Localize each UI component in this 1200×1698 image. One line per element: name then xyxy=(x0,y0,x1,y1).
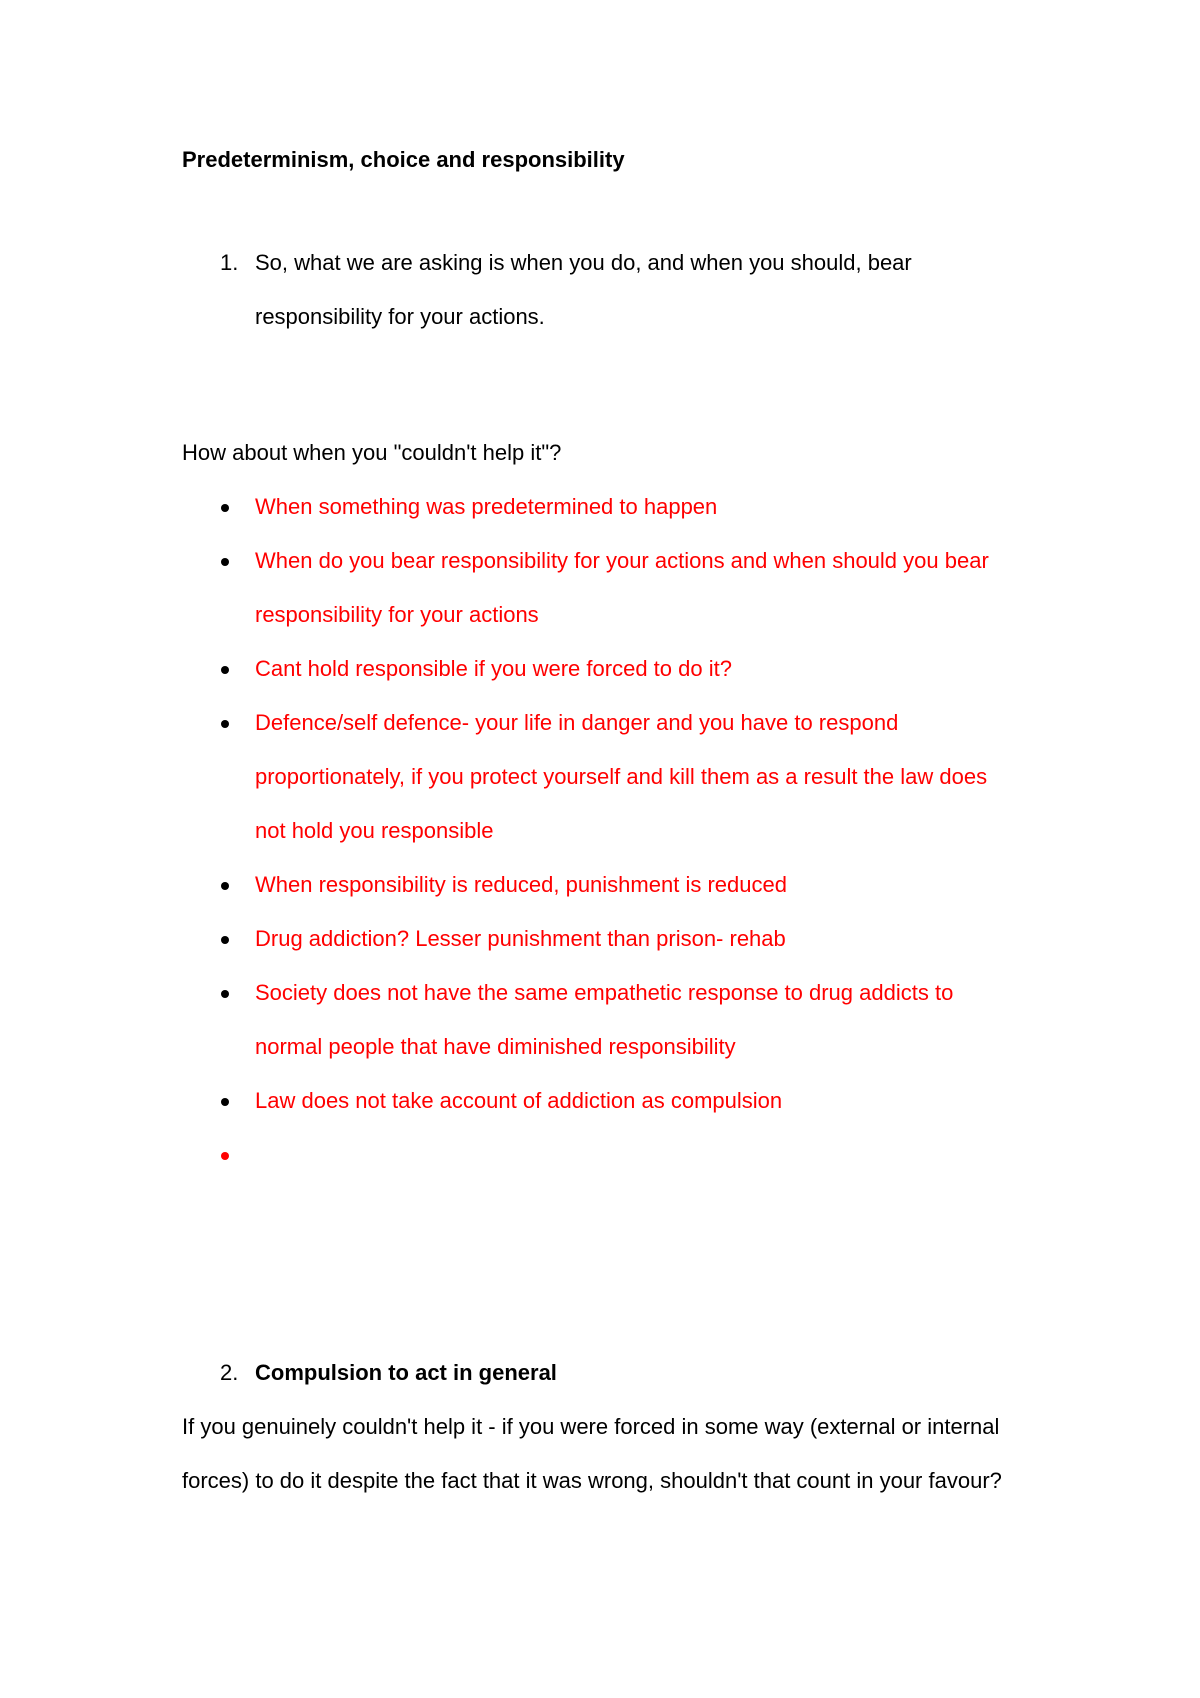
list-item xyxy=(182,534,1022,642)
list-item-text: Law does not take account of addiction as compulsion xyxy=(255,1088,783,1113)
list-item xyxy=(182,696,1022,858)
numbered-item-2 xyxy=(182,1346,1022,1400)
item-text: So, what we are asking is when you do, and when you should, bear responsibility for your actions. xyxy=(255,250,912,329)
item-number: 1. xyxy=(220,250,239,275)
section-heading: Compulsion to act in general xyxy=(255,1360,557,1385)
list-item xyxy=(182,858,1022,912)
list-item-text: Society does not have the same empathetic response to drug addicts to normal people that have diminished responsibility xyxy=(255,980,954,1059)
list-item xyxy=(182,480,1022,534)
bullet-icon xyxy=(221,882,229,890)
item-number: 2. xyxy=(220,1360,239,1385)
document-page xyxy=(182,130,1022,1508)
body-paragraph: If you genuinely couldn't help it - if you were forced in some way (external or internal forces) to do it despite the fact that it was wrong, shouldn't that count in your favour? xyxy=(182,1414,1002,1493)
numbered-item-1 xyxy=(182,236,1022,344)
list-item-text: When do you bear responsibility for your actions and when should you bear responsibility for your actions xyxy=(255,548,989,627)
list-item-text: Defence/self defence- your life in danger and you have to respond proportionately, if you protect yourself and kill them as a result the law does not hold you responsible xyxy=(255,710,988,843)
bullet-icon xyxy=(221,720,229,728)
list-item-text: Cant hold responsible if you were forced to do it? xyxy=(255,656,732,681)
list-item xyxy=(182,642,1022,696)
bullet-icon xyxy=(221,936,229,944)
bullet-icon xyxy=(221,1152,229,1160)
list-item-text: When responsibility is reduced, punishment is reduced xyxy=(255,872,787,897)
list-item-text: Drug addiction? Lesser punishment than prison- rehab xyxy=(255,926,786,951)
list-item xyxy=(182,1128,1022,1182)
list-item xyxy=(182,1074,1022,1128)
bullet-icon xyxy=(221,990,229,998)
question-line: How about when you "couldn't help it"? xyxy=(182,440,562,465)
bullet-icon xyxy=(221,558,229,566)
list-item xyxy=(182,912,1022,966)
bullet-icon xyxy=(221,1098,229,1106)
list-item-text: When something was predetermined to happen xyxy=(255,494,718,519)
bullet-list xyxy=(182,480,1022,1182)
bullet-icon xyxy=(221,504,229,512)
list-item xyxy=(182,966,1022,1074)
bullet-icon xyxy=(221,666,229,674)
document-title: Predeterminism, choice and responsibility xyxy=(182,147,625,172)
